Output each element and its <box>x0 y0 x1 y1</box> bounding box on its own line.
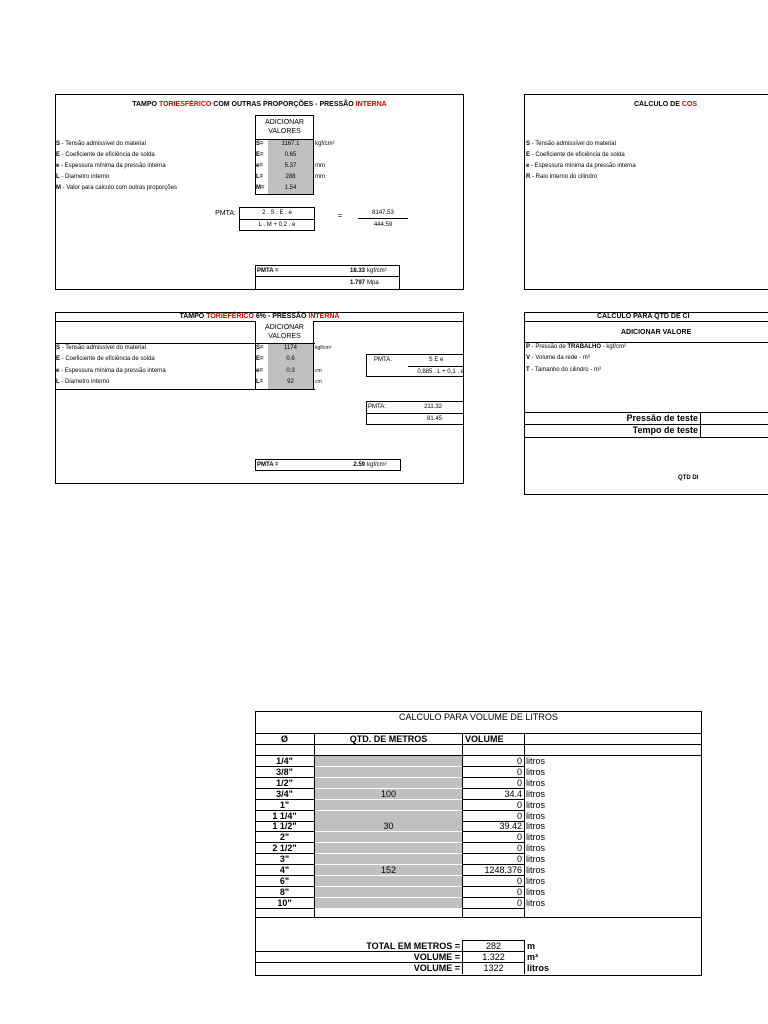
volume-cell: 0 <box>516 811 522 821</box>
volume-cell: 0 <box>516 778 522 788</box>
volume-cell: 0 <box>516 887 522 897</box>
input-m[interactable]: 1.54 <box>284 185 297 191</box>
pmta-result-kgf-unit: kgf/cm² <box>367 268 387 274</box>
unit-cell: litros <box>526 854 546 864</box>
sym-esp: e= <box>256 368 263 374</box>
total-metros-label: TOTAL EM METROS = <box>366 941 460 951</box>
formula-numerator: S E e <box>428 357 444 363</box>
volume-cell: 0 <box>516 800 522 810</box>
sym-esp: e= <box>256 163 263 169</box>
test-time-label: Tempo de teste <box>632 425 698 435</box>
diameter-cell: 3/4" <box>276 789 293 799</box>
unit-cell: litros <box>526 789 546 799</box>
input-l[interactable]: 92 <box>287 379 294 385</box>
unit-cell: litros <box>526 843 546 853</box>
formula-numerator: 2 . S . E . e <box>262 210 292 216</box>
diameter-cell: 8" <box>279 887 290 897</box>
pmta-result-label: PMTA = <box>257 462 279 468</box>
volume-cell: 34.4 <box>504 789 522 799</box>
sym-m: M= <box>256 185 265 191</box>
unit-esp: cm <box>315 368 322 374</box>
volume-cell: 0 <box>516 756 522 766</box>
param-row-r: R - Raio interno do cilindro <box>526 174 598 180</box>
panel-title: TAMPO TORIEFÉRICO 6% - PRESSÃO INTERNA <box>179 313 340 320</box>
unit-cell: litros <box>526 898 546 908</box>
formula-label: PMTA: <box>374 357 392 363</box>
sym-e: E= <box>256 152 264 158</box>
calculo-cilindro-panel <box>524 94 768 290</box>
param-row-e: E - Coeficiente de eficiência de solda <box>56 152 155 158</box>
volume-cell: 39.42 <box>499 821 522 831</box>
sym-l: L= <box>256 379 264 385</box>
numerator-value: 211.32 <box>424 404 442 410</box>
column-header-volume: VOLUME <box>465 734 504 744</box>
input-l[interactable]: 288 <box>285 174 296 180</box>
input-e[interactable]: 0.65 <box>284 152 297 158</box>
unit-cell: litros <box>526 821 546 831</box>
param-row-s: S - Tensão admissível do material <box>56 345 146 351</box>
qtd-label: QTD DI <box>678 475 699 481</box>
pmta-formula-label: PMTA: <box>215 210 236 217</box>
diameter-cell: 1 1/2" <box>272 821 297 831</box>
column-header-diameter: Ø <box>280 734 288 744</box>
unit-l: mm <box>315 174 325 180</box>
sym-s: S= <box>256 345 264 351</box>
qtd-metros-input[interactable]: 152 <box>380 865 397 875</box>
pmta-result-kgf: 2.59 <box>353 462 365 468</box>
param-row-s: S - Tensão admissível do material <box>526 141 616 147</box>
diameter-cell: 3" <box>279 854 290 864</box>
unit-cell: litros <box>526 756 546 766</box>
diameter-cell: 2 1/2" <box>272 843 297 853</box>
diameter-cell: 1/4" <box>276 756 293 766</box>
diameter-cell: 1 1/4" <box>272 811 297 821</box>
pmta-label: PMTA: <box>368 404 386 410</box>
add-values-label: ADICIONAR VALORES <box>265 119 304 135</box>
input-e[interactable]: 0.6 <box>286 356 295 362</box>
add-values-label: ADICIONAR VALORES <box>265 324 304 340</box>
unit-s: kgf/cm² <box>315 345 332 351</box>
formula-denominator: L . M + 0,2 . e <box>258 222 296 228</box>
diameter-cell: 4" <box>279 865 290 875</box>
pmta-result-mpa: 1.797 <box>349 280 365 286</box>
unit-cell: litros <box>526 778 546 788</box>
equals-sign: = <box>338 213 343 220</box>
param-row-l: L - Diametro interno <box>56 379 110 385</box>
diameter-cell: 1" <box>279 800 290 810</box>
param-row-espessura: e - Espessura mínima da pressão interna <box>56 163 166 169</box>
unit-cell: litros <box>526 767 546 777</box>
param-row-v: V - Volume da rede - m³ <box>526 355 590 361</box>
add-values-label: ADICIONAR VALORE <box>621 329 692 336</box>
input-esp[interactable]: 5.37 <box>284 163 297 169</box>
denominator-value: 81.45 <box>426 416 442 422</box>
volume-cell: 0 <box>516 898 522 908</box>
qtd-metros-input[interactable]: 100 <box>380 789 397 799</box>
param-row-t: T - Tamanho do cilindro - m³ <box>526 367 601 373</box>
panel-title: CÁLCULO DE COS <box>634 101 698 108</box>
param-row-p: P - Pressão de TRABALHO - kgf/cm² <box>526 344 627 350</box>
input-s[interactable]: 1167.1 <box>281 141 300 147</box>
unit-cell: litros <box>526 887 546 897</box>
column-header-qtd: QTD. DE METROS <box>349 734 428 744</box>
diameter-cell: 1/2" <box>276 778 293 788</box>
input-s[interactable]: 1174 <box>284 345 297 351</box>
sym-e: E= <box>256 356 264 362</box>
volume-title: CALCULO PARA VOLUME DE LITROS <box>399 712 558 722</box>
volume-cell: 0 <box>516 876 522 886</box>
numerator-value: 8147.53 <box>372 210 394 216</box>
param-row-m: M - Valor para calculo com outras proporções <box>56 185 177 191</box>
sym-s: S= <box>256 141 264 147</box>
unit-cell: litros <box>526 865 546 875</box>
volume-m3-label: VOLUME = <box>413 952 460 962</box>
volume-litros-value: 1322 <box>483 963 504 973</box>
unit-s: kgf/cm² <box>315 141 335 147</box>
qtd-metros-input[interactable]: 30 <box>383 821 394 831</box>
unit-cell: litros <box>526 811 546 821</box>
volume-cell: 0 <box>516 843 522 853</box>
diameter-cell: 2" <box>279 832 290 842</box>
volume-m3-value: 1.322 <box>482 952 505 962</box>
denominator-value: 444.59 <box>373 222 393 228</box>
unit-l: cm <box>315 379 322 385</box>
diameter-cell: 3/8" <box>276 767 293 777</box>
param-row-s: S - Tensão admissível do material <box>56 141 146 147</box>
volume-litros-unit: litros <box>527 963 550 973</box>
param-row-l: L - Diametro interno <box>56 174 110 180</box>
panel-title: TAMPO TORIESFÉRICO COM OUTRAS PROPORÇÕES - PRESSÃO INTERNA <box>132 101 387 108</box>
pmta-result-kgf-unit: kgf/cm² <box>367 462 387 468</box>
volume-cell: 0 <box>516 854 522 864</box>
formula-denominator: 0,885 . L + 0,1 . e <box>417 369 464 375</box>
volume-cell: 1248.376 <box>484 865 522 875</box>
unit-cell: litros <box>526 876 546 886</box>
pmta-result-label: PMTA = <box>257 268 279 274</box>
volume-m3-unit: m³ <box>527 952 538 962</box>
volume-cell: 0 <box>516 832 522 842</box>
pmta-result-mpa-unit: Mpa <box>367 280 379 286</box>
sym-l: L= <box>256 174 264 180</box>
total-metros-unit: m <box>527 941 536 951</box>
input-esp[interactable]: 0.3 <box>286 368 295 374</box>
diameter-cell: 10" <box>277 898 292 908</box>
diameter-cell: 6" <box>279 876 290 886</box>
param-row-e: E - Coeficiente de eficiência de solda <box>526 152 625 158</box>
volume-cell: 0 <box>516 767 522 777</box>
pmta-result-kgf: 18.33 <box>349 268 365 274</box>
calculo-qtd-cilindros-panel <box>524 312 768 495</box>
param-row-e: E - Coeficiente de eficiência de solda <box>56 356 155 362</box>
total-metros-value: 282 <box>485 941 502 951</box>
unit-esp: mm <box>315 163 325 169</box>
param-row-espessura: e - Espessura mínima da pressão interna <box>56 368 166 374</box>
volume-litros-label: VOLUME = <box>413 963 460 973</box>
panel-title: CALCULO PARA QTD DE CI <box>597 313 690 320</box>
unit-cell: litros <box>526 800 546 810</box>
unit-cell: litros <box>526 832 546 842</box>
param-row-espessura: e - Espessura mínima da pressão interna <box>526 163 636 169</box>
test-pressure-label: Pressão de teste <box>626 413 698 423</box>
